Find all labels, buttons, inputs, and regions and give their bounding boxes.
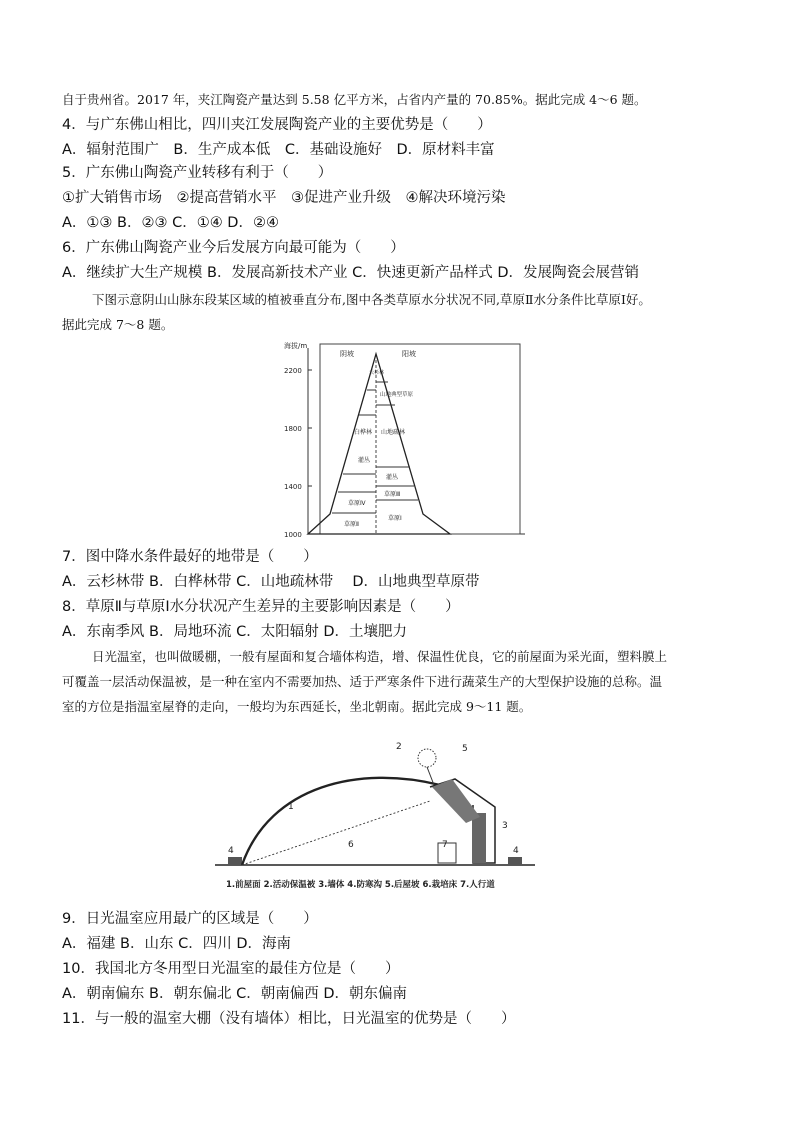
label-3: 3: [502, 821, 508, 831]
q5-items: ①扩大销售市场 ②提高营销水平 ③促进产业升级 ④解决环境污染: [62, 190, 506, 206]
passage-9-11-line3: 室的方位是指温室屋脊的走向，一般均为东西延长，坐北朝南。据此完成 9～11 题。: [62, 699, 532, 714]
sunny-slope-label: 阳坡: [402, 350, 416, 358]
q6-stem: 6．广东佛山陶瓷产业今后发展方向最可能为（ ）: [62, 240, 405, 256]
shady-slope-label: 阴坡: [340, 350, 354, 358]
mountain-outline: [308, 354, 450, 534]
zone-baihua: 白桦林: [354, 429, 373, 436]
zone-shulin: 山地疏林: [381, 429, 406, 436]
right-cold-trench: [508, 857, 522, 865]
zone-caoyuan-2: 草原Ⅱ: [344, 521, 359, 528]
front-roof: [242, 778, 440, 865]
greenhouse-figure: [210, 735, 540, 901]
q5-options: A．①③ B．②③ C．①④ D．②④: [62, 215, 279, 231]
q9-options: A．福建 B．山东 C．四川 D．海南: [62, 936, 291, 952]
q8-options: A．东南季风 B．局地环流 C．太阳辐射 D．土壤肥力: [62, 624, 407, 640]
y-axis-label: 海拔/m: [284, 342, 308, 350]
q7-stem: 7．图中降水条件最好的地带是（ ）: [62, 549, 318, 565]
vegetation-zone-figure: [280, 336, 530, 542]
zone-guancong-right: 灌丛: [386, 474, 399, 481]
label-4-left: 4: [228, 846, 234, 856]
wall-insulation: [472, 813, 486, 863]
label-1: 1: [288, 802, 294, 812]
label-6: 6: [348, 840, 354, 850]
zone-caoyuan-4: 草原Ⅳ: [348, 500, 366, 507]
zone-caoyuan-3: 草原Ⅲ: [384, 491, 401, 498]
label-7: 7: [442, 840, 448, 850]
cover-roll-icon: [418, 749, 436, 767]
zone-dianxing-caoyuan: 山地典型草原: [380, 392, 414, 398]
passage-9-11-line2: 可覆盖一层活动保温被，是一种在室内不需要加热、适于严寒条件下进行蔬菜生产的大型保护设施的总称。温: [62, 674, 663, 689]
tick-1800: 1800: [284, 425, 302, 433]
tick-2200: 2200: [284, 367, 302, 375]
tick-1000: 1000: [284, 531, 302, 539]
greenhouse-caption: 1.前屋面 2.活动保温被 3.墙体 4.防寒沟 5.后屋坡 6.栽培床 7.人行道: [226, 880, 495, 890]
intro-tail: 自于贵州省。2017 年，夹江陶瓷产量达到 5.58 亿平方米，占省内产量的 70.85%。据此完成 4～6 题。: [62, 92, 647, 107]
left-cold-trench: [228, 857, 242, 865]
passage-7-8-line2: 据此完成 7～8 题。: [62, 317, 174, 332]
label-5: 5: [462, 744, 468, 754]
q9-stem: 9．日光温室应用最广的区域是（ ）: [62, 911, 318, 927]
q4-stem: 4．与广东佛山相比，四川夹江发展陶瓷产业的主要优势是（ ）: [62, 117, 492, 133]
q10-options: A．朝南偏东 B．朝东偏北 C．朝南偏西 D．朝东偏南: [62, 986, 407, 1002]
label-4-right: 4: [513, 846, 519, 856]
q4-options: A．辐射范围广 B．生产成本低 C．基础设施好 D．原材料丰富: [62, 142, 495, 158]
q7-options: A．云杉林带 B．白桦林带 C．山地疏林带 D．山地典型草原带: [62, 574, 480, 590]
q5-stem: 5．广东佛山陶瓷产业转移有利于（ ）: [62, 165, 333, 181]
passage-9-11-line1: 日光温室，也叫做暖棚，一般有屋面和复合墙体构造，增、保温性优良，它的前屋面为采光面，塑料膜上: [92, 649, 668, 664]
q6-options: A．继续扩大生产规模 B．发展高新技术产业 C．快速更新产品样式 D．发展陶瓷会展营销: [62, 265, 639, 281]
tick-1400: 1400: [284, 483, 302, 491]
q11-stem: 11．与一般的温室大棚（没有墙体）相比，日光温室的优势是（ ）: [62, 1011, 516, 1027]
zone-yunshan: 云杉林: [369, 370, 385, 376]
label-2: 2: [396, 742, 402, 752]
q10-stem: 10．我国北方冬用型日光温室的最佳方位是（ ）: [62, 961, 400, 977]
zone-guancong-left: 灌丛: [358, 457, 371, 464]
rolled-cover: [432, 779, 480, 823]
q8-stem: 8．草原Ⅱ与草原Ⅰ水分状况产生差异的主要影响因素是（ ）: [62, 599, 460, 615]
passage-7-8-line1: 下图示意阴山山脉东段某区域的植被垂直分布,图中各类草原水分状况不同,草原Ⅱ水分条件比草原Ⅰ好。: [92, 292, 651, 307]
zone-caoyuan-1: 草原Ⅰ: [388, 515, 402, 522]
